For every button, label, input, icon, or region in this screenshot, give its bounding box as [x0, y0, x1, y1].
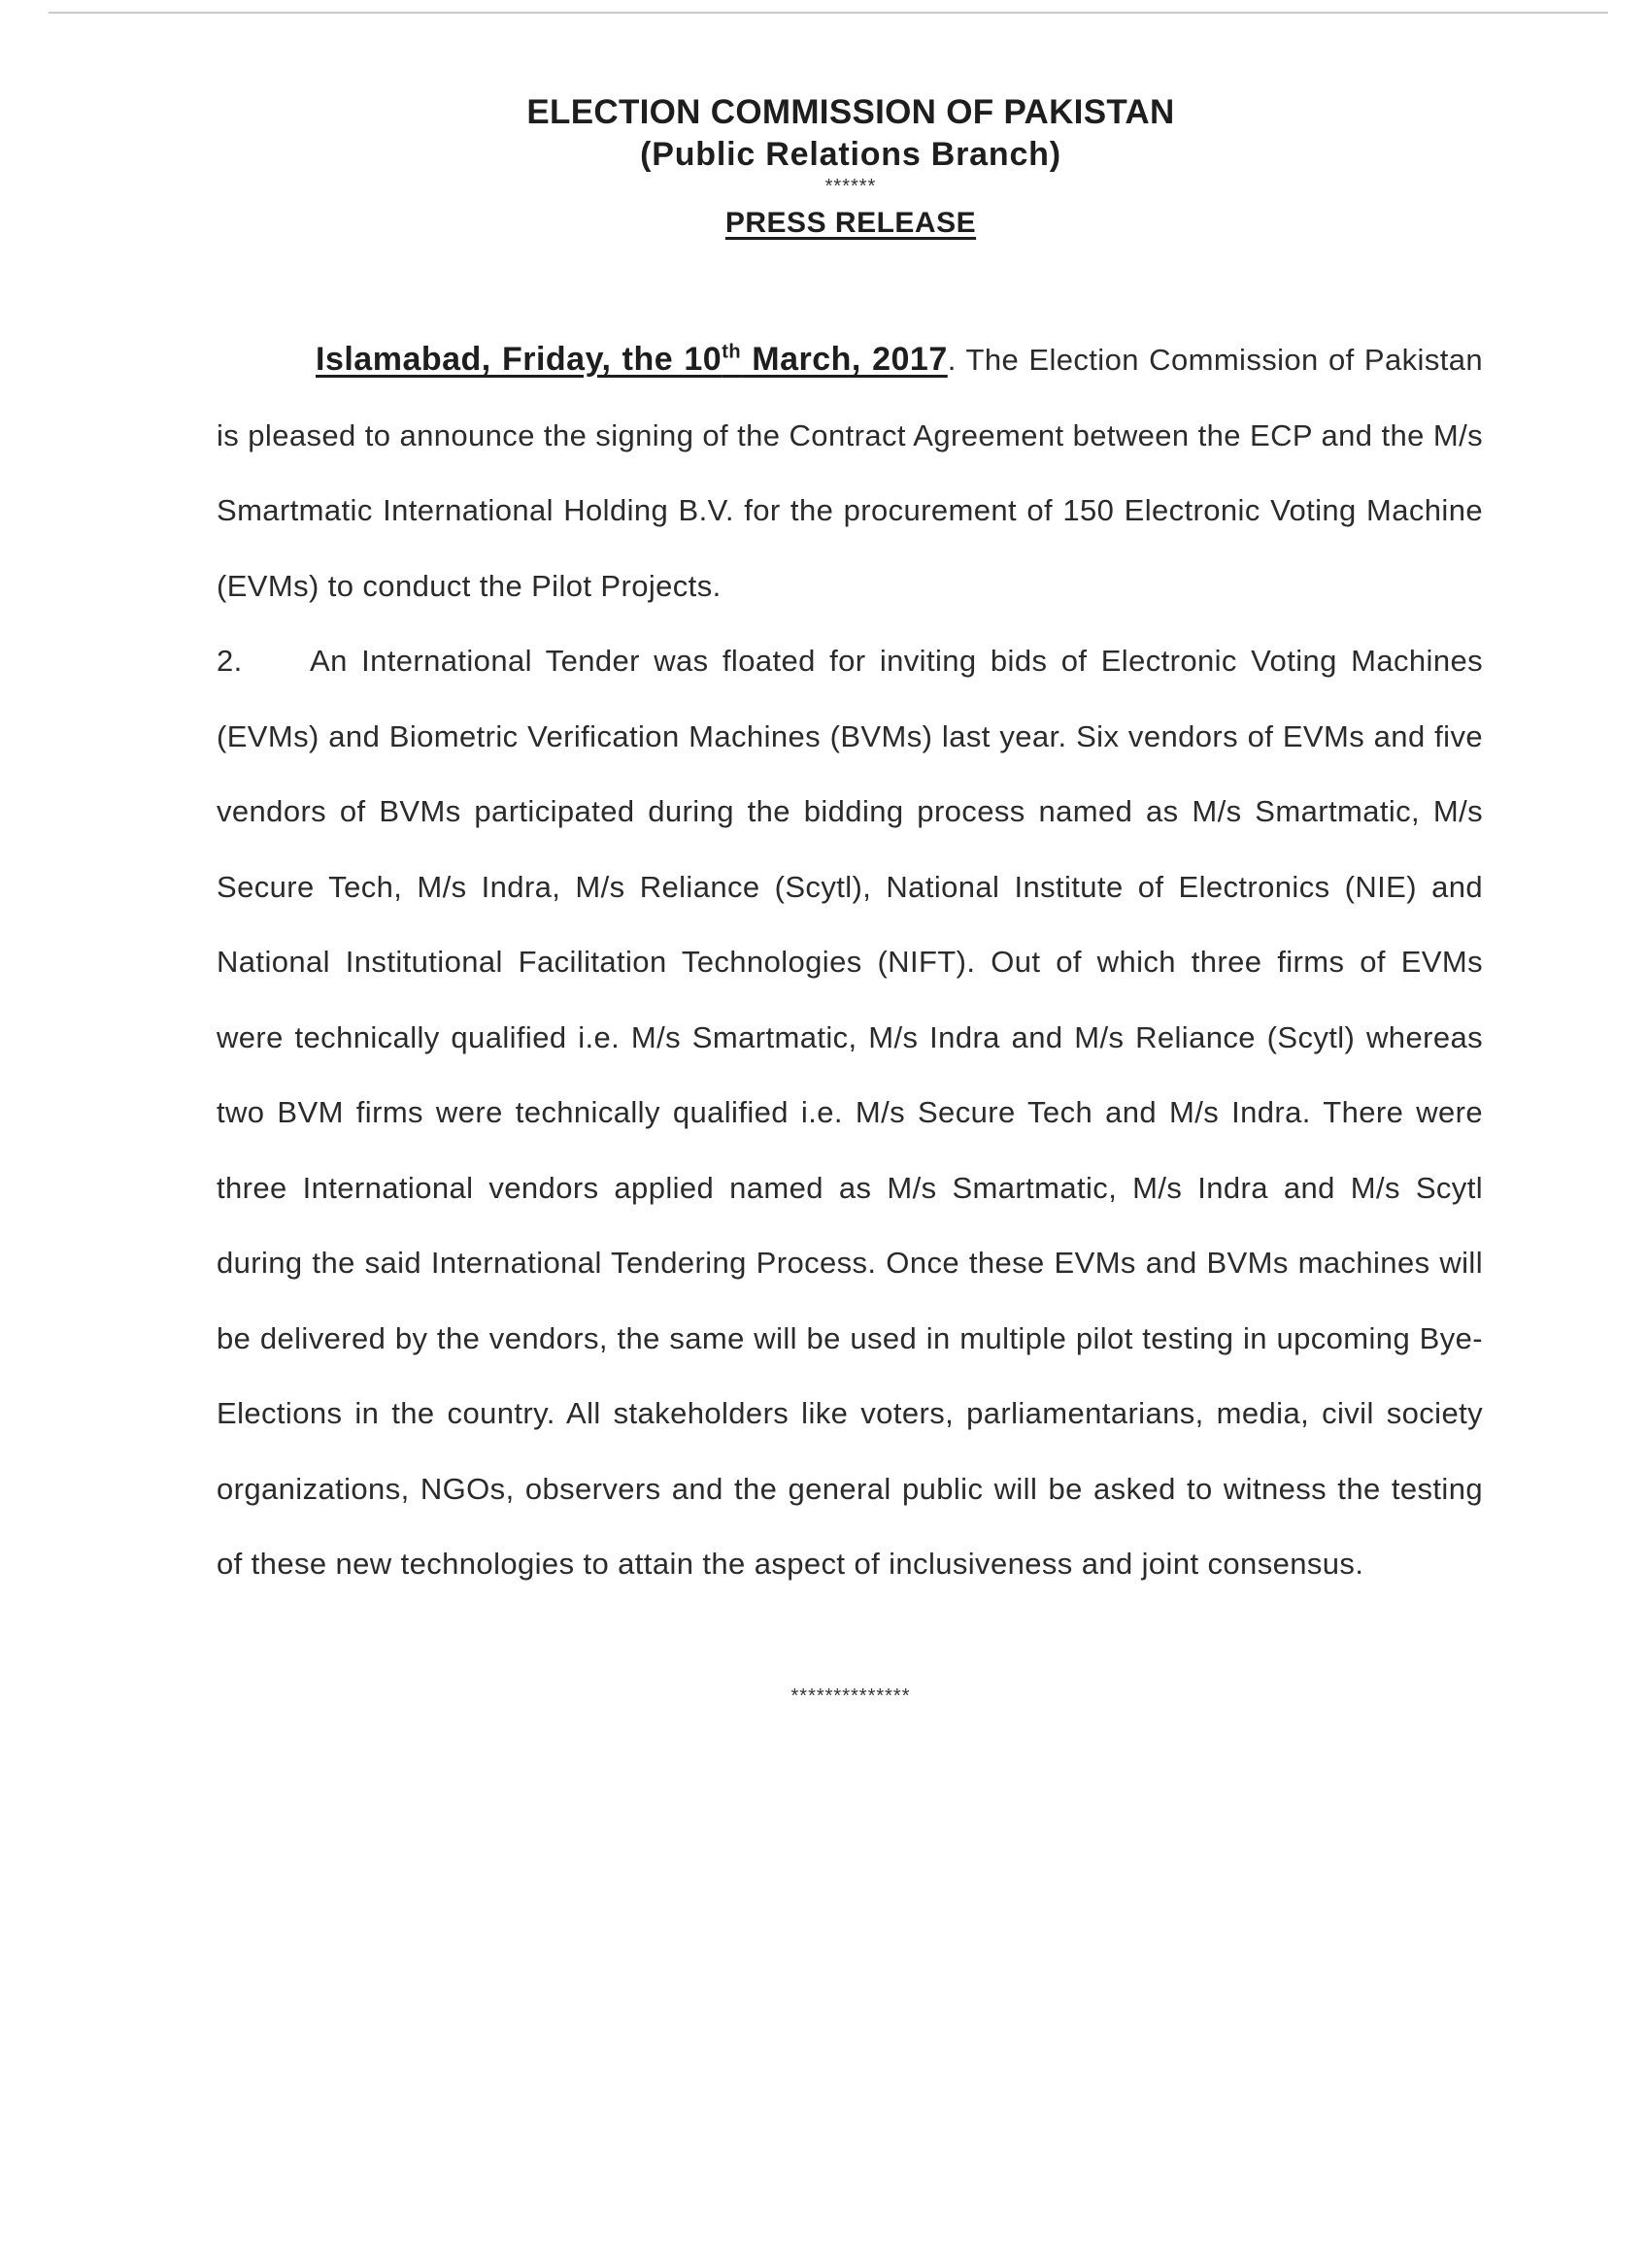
closing-separator: **************: [790, 1685, 911, 1707]
scan-edge-line: [49, 12, 1608, 14]
paragraph-2-number: 2.: [217, 644, 243, 678]
branch-name: (Public Relations Branch): [640, 136, 1061, 173]
dateline-end: March, 2017: [741, 341, 948, 378]
header-separator: ******: [824, 176, 877, 197]
dateline-start: Islamabad, Friday, the 10: [316, 341, 723, 378]
press-release-body: [217, 322, 1483, 1602]
paragraph-2: [217, 623, 1483, 1602]
paragraph-1: [217, 322, 1483, 623]
dateline-ordinal: th: [722, 341, 742, 363]
letterhead: [0, 91, 1647, 243]
paragraph-2-text: An International Tender was floated for inviting bids of Electronic Voting Machines (EVMs) and Biometric Verification Machines (BVMs) last year. Six vendors of EVMs and five vendors of BVMs participated during the bidding process named as M/s Smartmatic, M/s Secure Tech, M/s Indra, M/s Reliance (Scytl), National Institute of Electronics (NIE) and National Institutional Facilitation Technologies (NIFT). Out of which three firms of EVMs were technically qualified i.e. M/s Smartmatic, M/s Indra and M/s Reliance (Scytl) whereas two BVM firms were technically qualified i.e. M/s Secure Tech and M/s Indra. There were three International vendors applied named as M/s Smartmatic, M/s Indra and M/s Scytl during the said International Tendering Process. Once these EVMs and BVMs machines will be delivered by the vendors, the same will be used in multiple pilot testing in upcoming Bye-Elections in the country. All stakeholders like voters, parliamentarians, media, civil society organizations, NGOs, observers and the general public will be asked to witness the testing of these new technologies to attain the aspect of inclusiveness and joint consensus.: [217, 644, 1483, 1581]
dateline-period: .: [947, 343, 957, 377]
organization-name: ELECTION COMMISSION OF PAKISTAN: [526, 93, 1175, 131]
dateline: [217, 341, 948, 378]
paragraph-1-text: The Election Commission of Pakistan is pleased to announce the signing of the Contract Agreement between the ECP and the M/s Smartmatic International Holding B.V. for the procurement of 150 Electronic Voting Machine (EVMs) to conduct the Pilot Projects.: [217, 343, 1484, 603]
document-type-heading: PRESS RELEASE: [724, 207, 977, 239]
